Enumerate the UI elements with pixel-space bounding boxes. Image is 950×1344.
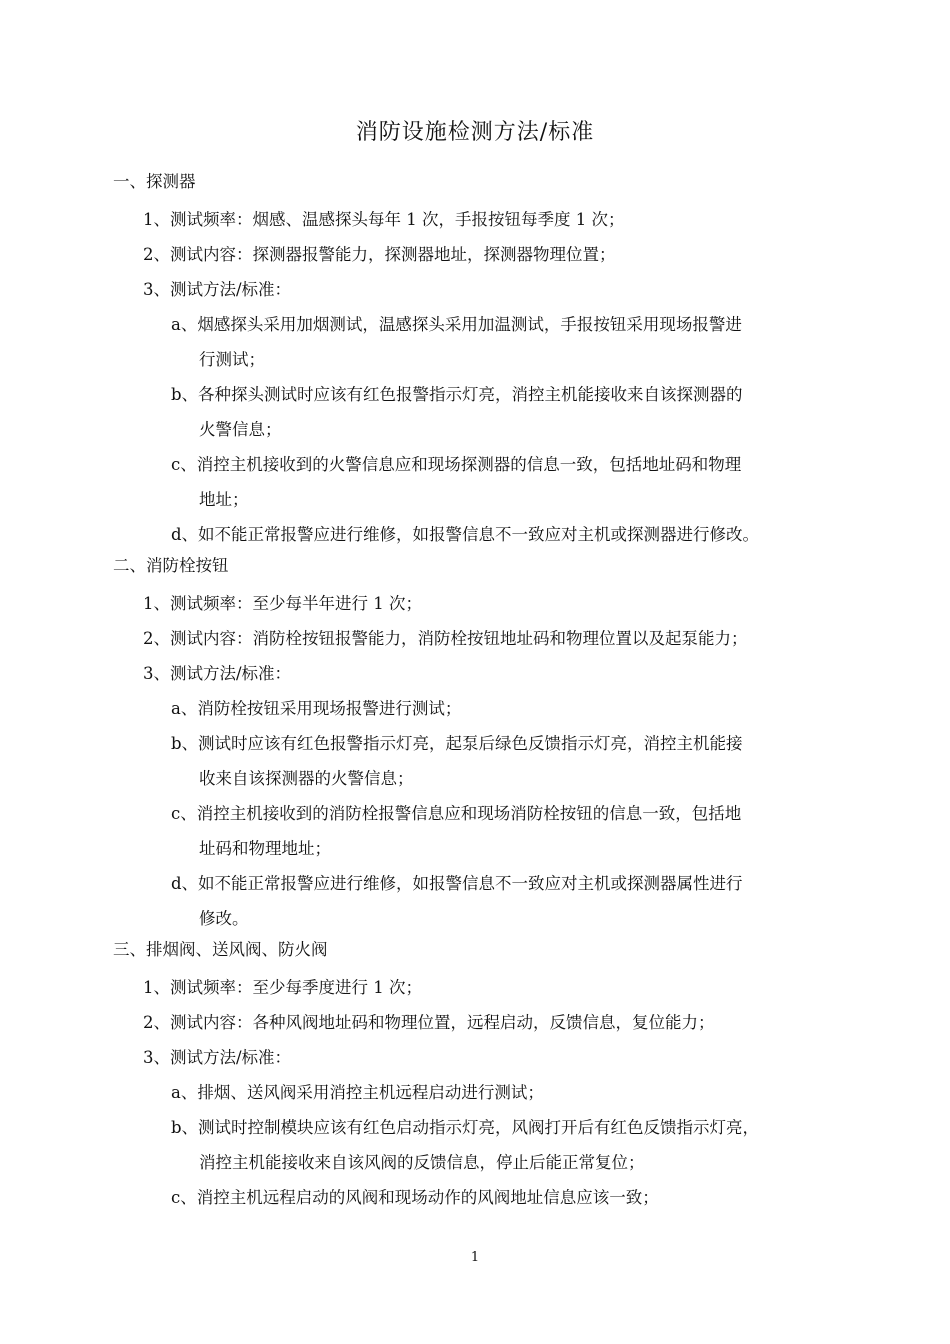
- section-heading: 二、消防栓按钮: [113, 556, 229, 575]
- sub-item-line: c、消控主机接收到的消防栓报警信息应和现场消防栓按钮的信息一致，包括地: [171, 804, 742, 823]
- sub-item-continuation: 修改。: [199, 909, 249, 928]
- sub-item: [171, 377, 841, 447]
- sub-item: [171, 796, 841, 866]
- section-item: 3、测试方法/标准：: [143, 1048, 292, 1067]
- sub-item: [171, 866, 841, 936]
- sub-item-continuation: 消控主机能接收来自该风阀的反馈信息，停止后能正常复位；: [199, 1153, 645, 1172]
- sub-item-continuation: 址码和物理地址；: [199, 839, 331, 858]
- sub-item-line: a、排烟、送风阀采用消控主机远程启动进行测试；: [171, 1083, 544, 1102]
- sub-item-line: a、消防栓按钮采用现场报警进行测试；: [171, 699, 462, 718]
- sub-item-continuation: 火警信息；: [199, 420, 282, 439]
- page-number: 1: [470, 1250, 480, 1265]
- section-heading: 三、排烟阀、送风阀、防火阀: [113, 940, 328, 959]
- sub-item: [171, 1110, 841, 1180]
- document-body: [0, 168, 950, 1215]
- section-item: 2、测试内容：消防栓按钮报警能力，消防栓按钮地址码和物理位置以及起泵能力；: [143, 629, 748, 648]
- document-title: 消防设施检测方法/标准: [355, 120, 595, 145]
- sub-item: [171, 307, 841, 377]
- section-item: 3、测试方法/标准：: [143, 280, 292, 299]
- sub-item: [171, 726, 841, 796]
- sub-item-line: b、测试时应该有红色报警指示灯亮，起泵后绿色反馈指示灯亮，消控主机能接: [171, 734, 743, 753]
- sub-item: [171, 1180, 841, 1215]
- sub-item-continuation: 行测试；: [199, 350, 265, 369]
- section-item: 1、测试频率：烟感、温感探头每年 1 次，手报按钮每季度 1 次；: [143, 210, 625, 229]
- sub-item-line: c、消控主机远程启动的风阀和现场动作的风阀地址信息应该一致；: [171, 1188, 659, 1207]
- section-item: 1、测试频率：至少每半年进行 1 次；: [143, 594, 422, 613]
- section-heading: 一、探测器: [113, 172, 196, 191]
- sub-item: [171, 691, 841, 726]
- sub-item-continuation: 收来自该探测器的火警信息；: [199, 769, 414, 788]
- section-item: 3、测试方法/标准：: [143, 664, 292, 683]
- sub-item-line: d、如不能正常报警应进行维修，如报警信息不一致应对主机或探测器进行修改。: [171, 525, 760, 544]
- sub-item: [171, 1075, 841, 1110]
- section-item: 2、测试内容：各种风阀地址码和物理位置，远程启动，反馈信息，复位能力；: [143, 1013, 715, 1032]
- sub-item-line: b、各种探头测试时应该有红色报警指示灯亮，消控主机能接收来自该探测器的: [171, 385, 743, 404]
- sub-item-line: a、烟感探头采用加烟测试，温感探头采用加温测试，手报按钮采用现场报警进: [171, 315, 742, 334]
- sub-item-line: c、消控主机接收到的火警信息应和现场探测器的信息一致，包括地址码和物理: [171, 455, 742, 474]
- sub-item-continuation: 地址；: [199, 490, 249, 509]
- section-item: 2、测试内容：探测器报警能力，探测器地址，探测器物理位置；: [143, 245, 616, 264]
- sub-item-line: b、测试时控制模块应该有红色启动指示灯亮，风阀打开后有红色反馈指示灯亮，: [171, 1118, 760, 1137]
- sub-item-line: d、如不能正常报警应进行维修，如报警信息不一致应对主机或探测器属性进行: [171, 874, 743, 893]
- sub-item: [171, 517, 841, 552]
- sub-item: [171, 447, 841, 517]
- section-item: 1、测试频率：至少每季度进行 1 次；: [143, 978, 422, 997]
